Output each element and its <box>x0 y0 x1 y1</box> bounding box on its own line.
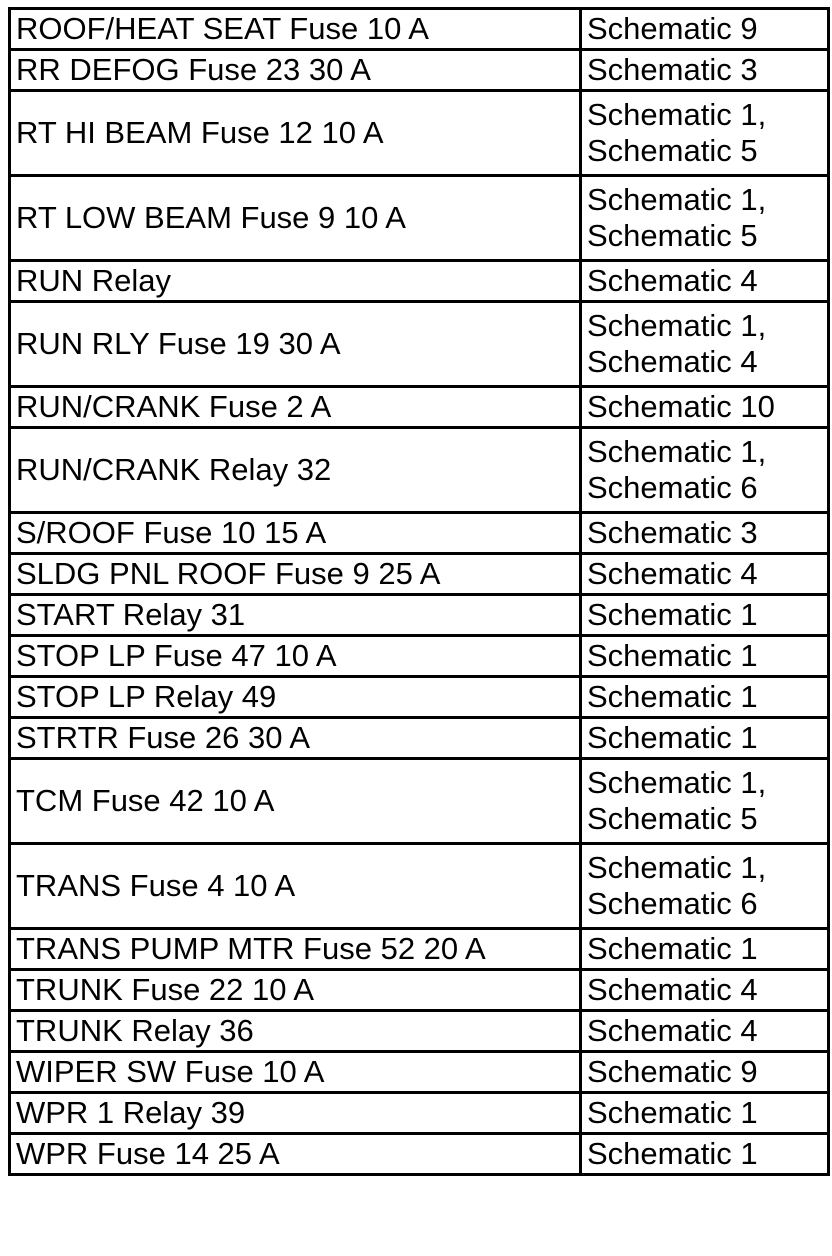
schematic-reference: Schematic 1 <box>587 931 758 966</box>
component-cell: RUN/CRANK Relay 32 <box>10 428 581 513</box>
component-cell: TRANS PUMP MTR Fuse 52 20 A <box>10 929 581 970</box>
table-row <box>10 261 829 302</box>
schematic-cell <box>581 1093 829 1134</box>
component-cell: RUN/CRANK Fuse 2 A <box>10 387 581 428</box>
schematic-reference: Schematic 10 <box>587 389 775 424</box>
component-cell: TRUNK Fuse 22 10 A <box>10 970 581 1011</box>
schematic-reference: Schematic 9 <box>587 1054 758 1089</box>
table-row <box>10 554 829 595</box>
schematic-reference: Schematic 1, <box>587 182 767 217</box>
table-row <box>10 9 829 50</box>
schematic-reference: Schematic 4 <box>587 1013 758 1048</box>
schematic-cell <box>581 428 829 513</box>
table-row <box>10 1093 829 1134</box>
schematic-reference: Schematic 3 <box>587 515 758 550</box>
schematic-cell <box>581 387 829 428</box>
table-row <box>10 636 829 677</box>
component-cell: STOP LP Fuse 47 10 A <box>10 636 581 677</box>
component-cell: STOP LP Relay 49 <box>10 677 581 718</box>
schematic-cell <box>581 970 829 1011</box>
schematic-cell <box>581 554 829 595</box>
component-cell: TCM Fuse 42 10 A <box>10 759 581 844</box>
table-row <box>10 677 829 718</box>
component-cell: TRUNK Relay 36 <box>10 1011 581 1052</box>
schematic-reference: Schematic 5 <box>587 218 758 253</box>
schematic-cell <box>581 261 829 302</box>
table-row <box>10 1134 829 1175</box>
schematic-reference: Schematic 1, <box>587 765 767 800</box>
table-row <box>10 1011 829 1052</box>
component-cell: SLDG PNL ROOF Fuse 9 25 A <box>10 554 581 595</box>
schematic-reference: Schematic 1 <box>587 597 758 632</box>
schematic-reference: Schematic 1 <box>587 638 758 673</box>
component-cell: RUN Relay <box>10 261 581 302</box>
component-cell: S/ROOF Fuse 10 15 A <box>10 513 581 554</box>
table-row <box>10 759 829 844</box>
table-row <box>10 50 829 91</box>
component-cell: WPR 1 Relay 39 <box>10 1093 581 1134</box>
table-row <box>10 929 829 970</box>
schematic-reference: Schematic 4 <box>587 263 758 298</box>
schematic-reference: Schematic 3 <box>587 52 758 87</box>
schematic-cell <box>581 9 829 50</box>
schematic-cell <box>581 844 829 929</box>
table-row <box>10 302 829 387</box>
schematic-cell <box>581 929 829 970</box>
schematic-reference: Schematic 4 <box>587 344 758 379</box>
schematic-reference: Schematic 1 <box>587 679 758 714</box>
component-cell: ROOF/HEAT SEAT Fuse 10 A <box>10 9 581 50</box>
schematic-cell <box>581 718 829 759</box>
component-cell: WIPER SW Fuse 10 A <box>10 1052 581 1093</box>
fuse-schematic-table <box>8 7 830 1176</box>
table-row <box>10 595 829 636</box>
table-row <box>10 970 829 1011</box>
component-cell: TRANS Fuse 4 10 A <box>10 844 581 929</box>
table-row <box>10 176 829 261</box>
component-cell: RUN RLY Fuse 19 30 A <box>10 302 581 387</box>
schematic-reference: Schematic 6 <box>587 470 758 505</box>
schematic-cell <box>581 595 829 636</box>
component-cell: START Relay 31 <box>10 595 581 636</box>
schematic-reference: Schematic 1, <box>587 308 767 343</box>
schematic-reference: Schematic 1, <box>587 850 767 885</box>
schematic-cell <box>581 91 829 176</box>
schematic-cell <box>581 302 829 387</box>
table-row <box>10 1052 829 1093</box>
schematic-reference: Schematic 6 <box>587 886 758 921</box>
schematic-cell <box>581 176 829 261</box>
schematic-reference: Schematic 5 <box>587 801 758 836</box>
schematic-cell <box>581 1052 829 1093</box>
schematic-reference: Schematic 1 <box>587 1095 758 1130</box>
table-row <box>10 428 829 513</box>
schematic-reference: Schematic 4 <box>587 972 758 1007</box>
table-body <box>10 9 829 1175</box>
schematic-reference: Schematic 1 <box>587 720 758 755</box>
component-cell: STRTR Fuse 26 30 A <box>10 718 581 759</box>
schematic-cell <box>581 1011 829 1052</box>
schematic-reference: Schematic 5 <box>587 133 758 168</box>
schematic-reference: Schematic 4 <box>587 556 758 591</box>
schematic-cell <box>581 50 829 91</box>
schematic-cell <box>581 759 829 844</box>
component-cell: RT HI BEAM Fuse 12 10 A <box>10 91 581 176</box>
component-cell: RR DEFOG Fuse 23 30 A <box>10 50 581 91</box>
table-row <box>10 513 829 554</box>
table-row <box>10 718 829 759</box>
schematic-reference: Schematic 1 <box>587 1136 758 1171</box>
schematic-reference: Schematic 9 <box>587 11 758 46</box>
schematic-cell <box>581 1134 829 1175</box>
table-row <box>10 91 829 176</box>
table-row <box>10 387 829 428</box>
schematic-reference: Schematic 1, <box>587 97 767 132</box>
table-row <box>10 844 829 929</box>
component-cell: WPR Fuse 14 25 A <box>10 1134 581 1175</box>
schematic-cell <box>581 677 829 718</box>
component-cell: RT LOW BEAM Fuse 9 10 A <box>10 176 581 261</box>
schematic-reference: Schematic 1, <box>587 434 767 469</box>
schematic-cell <box>581 636 829 677</box>
schematic-cell <box>581 513 829 554</box>
